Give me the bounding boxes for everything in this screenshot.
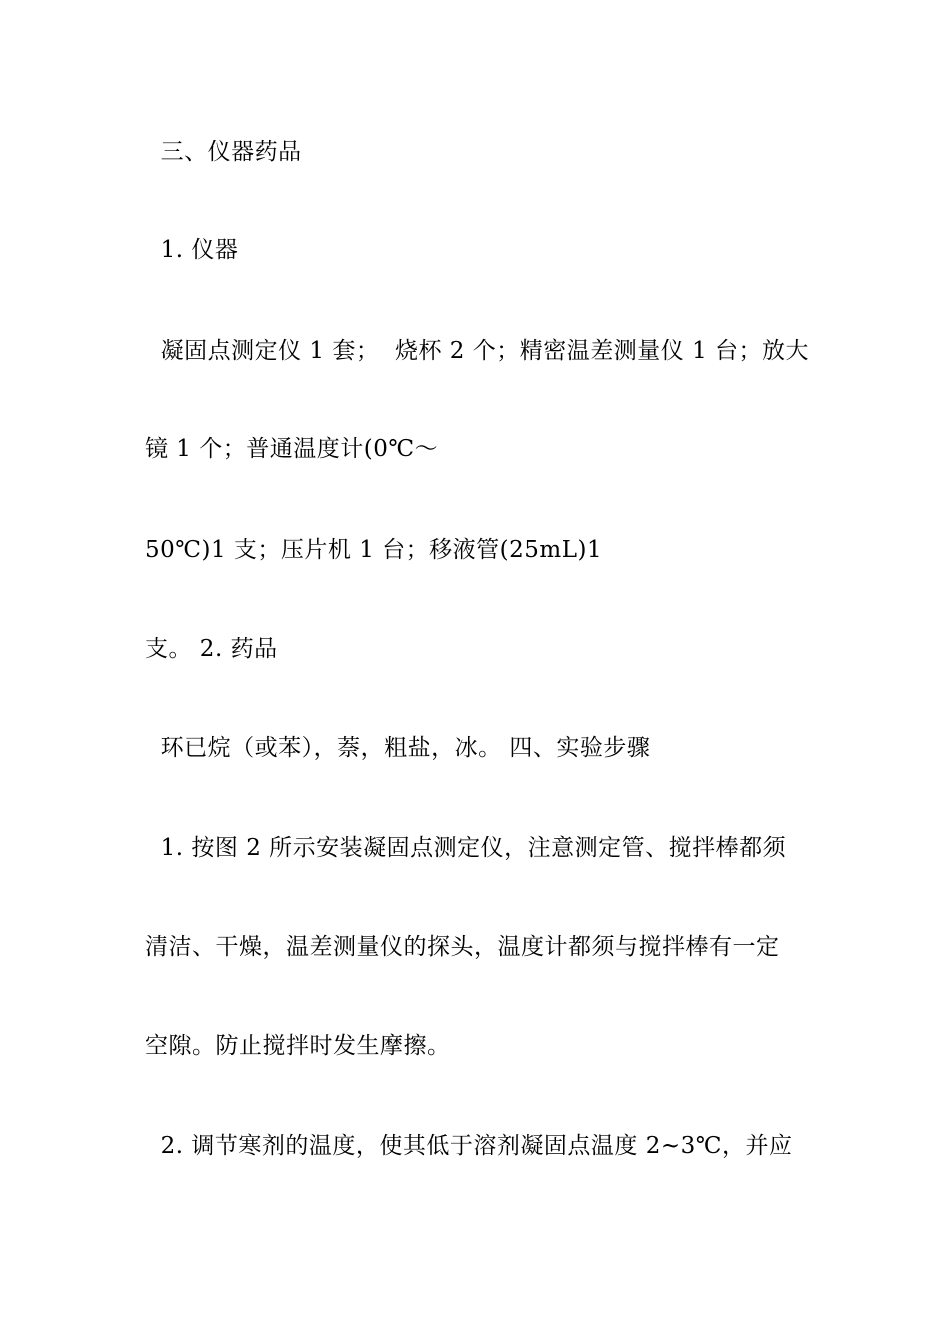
- paragraph-line: 支。 2. 药品: [145, 636, 278, 662]
- subheading-instruments: 1. 仪器: [145, 237, 239, 263]
- paragraph-line: 环已烷（或苯），萘，粗盐，冰。 四、实验步骤: [145, 735, 651, 761]
- paragraph-line: 1. 按图 2 所示安装凝固点测定仪，注意测定管、搅拌棒都须: [145, 835, 787, 861]
- paragraph-line: 凝固点测定仪 1 套； 烧杯 2 个；精密温差测量仪 1 台；放大: [145, 338, 810, 364]
- paragraph-line: 镜 1 个；普通温度计(0℃～: [145, 436, 439, 462]
- paragraph-line: 50℃)1 支；压片机 1 台；移液管(25mL)1: [145, 537, 603, 563]
- paragraph-line: 清洁、干燥，温差测量仪的探头，温度计都须与搅拌棒有一定: [145, 934, 780, 960]
- paragraph-line: 空隙。防止搅拌时发生摩擦。: [145, 1033, 451, 1059]
- paragraph-line: 2. 调节寒剂的温度，使其低于溶剂凝固点温度 2~3℃，并应: [145, 1133, 793, 1159]
- section-heading-instruments-reagents: 三、仪器药品: [145, 139, 302, 165]
